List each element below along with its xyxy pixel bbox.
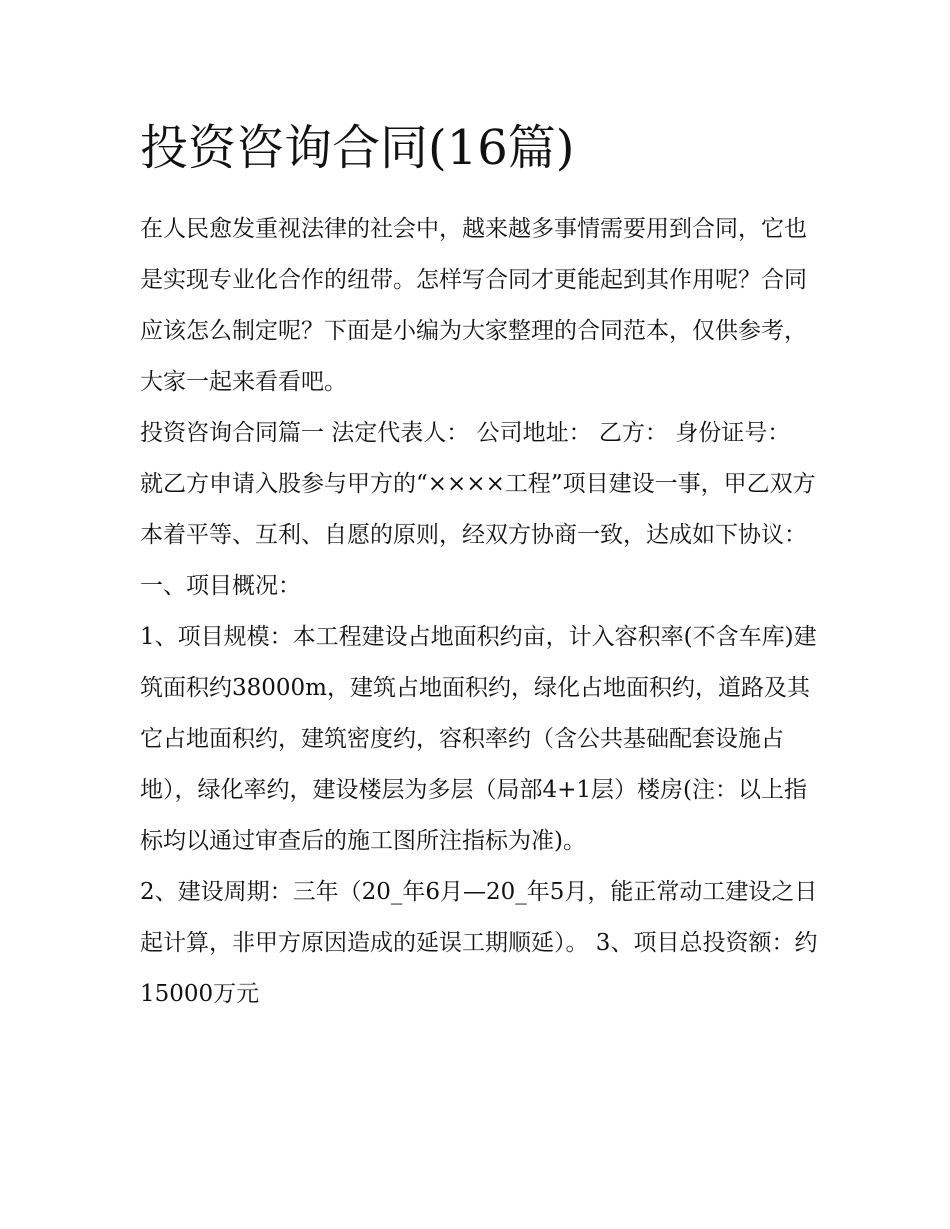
paragraph-parties: 投资咨询合同篇一 法定代表人： 公司地址： 乙方： 身份证号： <box>140 420 791 446</box>
document-title: 投资咨询合同(16篇) <box>140 120 575 176</box>
document-body <box>140 204 820 1020</box>
paragraph-project-scale: 1、项目规模：本工程建设占地面积约亩，计入容积率(不含车库)建筑面积约38000m，建筑占地面积约，绿化占地面积约，道路及其它占地面积约，建筑密度约，容积率约（含公共基础配套设施占地），绿化率约，建设楼层为多层（局部4+1层）楼房(注：以上指标均以通过审查后的施工图所注指标为准)。 <box>140 624 817 854</box>
document-page <box>140 112 820 1020</box>
paragraph-agreement: 就乙方申请入股参与甲方的“××××工程”项目建设一事，甲乙双方本着平等、互利、自愿的原则，经双方协商一致，达成如下协议： 一、项目概况： <box>140 471 816 599</box>
paragraph-construction-period: 2、建设周期：三年（20_年6月—20_年5月，能正常动工建设之日起计算，非甲方原因造成的延误工期顺延）。 3、项目总投资额：约15000万元 <box>140 879 818 1007</box>
paragraph-intro: 在人民愈发重视法律的社会中，越来越多事情需要用到合同，它也是实现专业化合作的纽带。怎样写合同才更能起到其作用呢？合同应该怎么制定呢？下面是小编为大家整理的合同范本，仅供参考，大家一起来看看吧。 <box>140 216 807 395</box>
